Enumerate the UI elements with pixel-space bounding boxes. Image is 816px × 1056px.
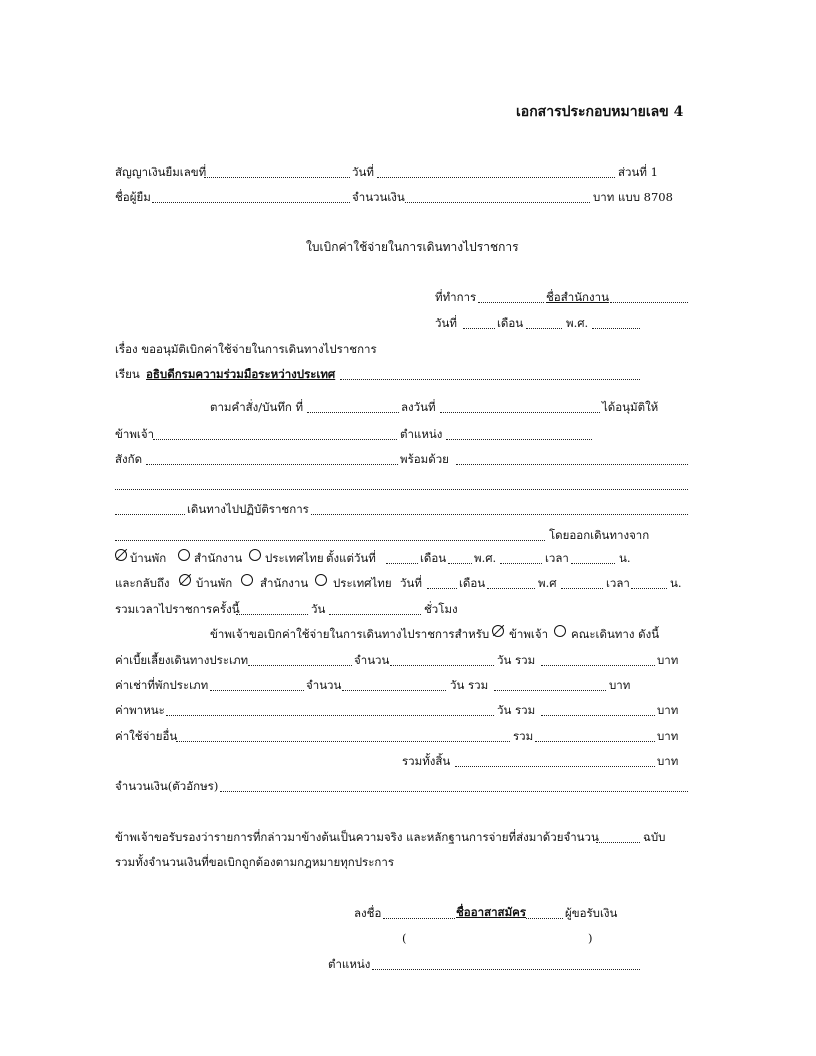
depart-year-field[interactable]	[500, 563, 542, 564]
name-open-paren: (	[402, 931, 407, 945]
vehicle-baht: บาท	[657, 703, 679, 717]
return-office-label: สำนักงาน	[260, 576, 309, 590]
return-time-label: เวลา	[606, 576, 630, 590]
depart-office-label: สำนักงาน	[194, 551, 243, 565]
lodging-days-field[interactable]	[342, 690, 446, 691]
return-home-radio-checked[interactable]	[179, 574, 191, 586]
allowance-day-total-label: วัน รวม	[497, 653, 536, 667]
travel-prefix-field[interactable]	[115, 514, 185, 515]
baht-form-label: บาท แบบ 8708	[593, 190, 673, 204]
return-label: และกลับถึง	[115, 576, 170, 590]
order-label: ตามคำสั่ง/บันทึก ที่	[210, 400, 304, 414]
grand-total-field[interactable]	[455, 766, 655, 767]
allowance-amount-label: จำนวน	[354, 653, 390, 667]
with-field[interactable]	[456, 464, 688, 465]
depart-time-unit: น.	[619, 551, 631, 565]
depart-from-label: โดยออกเดินทางจาก	[549, 528, 650, 542]
total-days-field[interactable]	[236, 614, 308, 615]
copies-label: ฉบับ	[643, 830, 666, 844]
contract-number-field[interactable]	[204, 177, 350, 178]
allowance-days-field[interactable]	[390, 665, 494, 666]
office-year-field[interactable]	[592, 328, 640, 329]
lodging-day-total-label: วัน รวม	[450, 678, 489, 692]
sign-label: ลงชื่อ	[354, 906, 382, 920]
other-field[interactable]	[176, 741, 510, 742]
name-field[interactable]	[153, 439, 397, 440]
travel-field[interactable]	[311, 514, 688, 515]
depart-time-label: เวลา	[545, 551, 569, 565]
lodging-label: ค่าเช่าที่พักประเภท	[115, 678, 209, 692]
vehicle-field[interactable]	[166, 715, 494, 716]
with-label: พร้อมด้วย	[400, 452, 449, 466]
recipient-label: ผู้ขอรับเงิน	[565, 906, 618, 920]
copies-field[interactable]	[596, 842, 640, 843]
order-date-field[interactable]	[440, 412, 600, 413]
depart-day-field[interactable]	[386, 563, 418, 564]
total-time-label: รวมเวลาไปราชการครั้งนี้	[115, 602, 240, 616]
contract-number-label: สัญญาเงินยืมเลขที่	[115, 165, 207, 179]
affiliation-label: สังกัด	[115, 452, 143, 466]
allowance-type-field[interactable]	[248, 665, 352, 666]
other-label: ค่าใช้จ่ายอื่น	[115, 729, 178, 743]
office-day-field[interactable]	[463, 328, 495, 329]
office-month-label: เดือน	[497, 316, 524, 330]
companions-field[interactable]	[115, 489, 688, 490]
request-label: ข้าพเจ้าขอเบิกค่าใช้จ่ายในการเดินทางไปราชการสำหรับ	[210, 627, 490, 641]
return-time-field[interactable]	[631, 588, 667, 589]
allowance-label: ค่าเบี้ยเลี้ยงเดินทางประเภท	[115, 653, 249, 667]
total-hours-unit: ชั่วโมง	[424, 602, 458, 616]
group-radio[interactable]	[554, 625, 566, 637]
depart-month-label: เดือน	[420, 551, 447, 565]
to-field[interactable]	[340, 379, 640, 380]
loan-amount-field[interactable]	[405, 202, 590, 203]
signer-position-label: ตำแหน่ง	[328, 957, 371, 971]
return-thailand-radio[interactable]	[315, 574, 327, 586]
return-time-unit: น.	[670, 576, 682, 590]
office-name: ชื่อสำนักงาน	[546, 290, 609, 304]
to-label: เรียน	[115, 367, 140, 381]
borrower-label: ชื่อผู้ยืม	[115, 190, 151, 204]
approved-label: ได้อนุมัติให้	[602, 400, 659, 414]
affiliation-field[interactable]	[146, 464, 398, 465]
home-radio-checked[interactable]	[115, 549, 127, 561]
lodging-total-field[interactable]	[494, 690, 606, 691]
return-day-field[interactable]	[427, 588, 457, 589]
volunteer-name: ชื่ออาสาสมัคร	[456, 905, 527, 919]
office-date-label: วันที่	[435, 316, 457, 330]
vehicle-total-field[interactable]	[541, 715, 655, 716]
lodging-amount-label: จำนวน	[306, 678, 342, 692]
certify-line-2: รวมทั้งจำนวนเงินที่ขอเบิกถูกต้องตามกฎหมายทุกประการ	[115, 855, 394, 869]
depart-year-label: พ.ศ.	[474, 551, 497, 565]
form-title: ใบเบิกค่าใช้จ่ายในการเดินทางไปราชการ	[306, 240, 519, 254]
contract-date-field[interactable]	[377, 177, 615, 178]
workplace-field[interactable]	[478, 302, 544, 303]
return-year-label: พ.ศ	[538, 576, 557, 590]
position-field[interactable]	[446, 439, 592, 440]
document-number: เอกสารประกอบหมายเลข 4	[516, 104, 684, 120]
certify-line-1: ข้าพเจ้าขอรับรองว่ารายการที่กล่าวมาข้างต้นเป็นความจริง และหลักฐานการจ่ายที่ส่งมาด้วยจำนวน	[115, 830, 599, 844]
depart-thailand-label: ประเทศไทย	[265, 551, 324, 565]
lodging-type-field[interactable]	[210, 690, 304, 691]
return-month-label: เดือน	[459, 576, 486, 590]
travel-detail-field[interactable]	[115, 540, 545, 541]
office-radio[interactable]	[178, 549, 190, 561]
subject-line: เรื่อง ขออนุมัติเบิกค่าใช้จ่ายในการเดินทางไปราชการ	[115, 342, 377, 356]
allowance-total-field[interactable]	[541, 665, 655, 666]
depart-month-field[interactable]	[448, 563, 472, 564]
lodging-baht: บาท	[609, 678, 631, 692]
position-label: ตำแหน่ง	[400, 427, 443, 441]
contract-date-label: วันที่	[352, 165, 374, 179]
group-option-label: คณะเดินทาง ดังนี้	[571, 627, 660, 641]
borrower-field[interactable]	[152, 202, 350, 203]
workplace-label: ที่ทำการ	[435, 290, 477, 304]
travel-label: เดินทางไปปฏิบัติราชการ	[187, 502, 309, 516]
since-date-label: ตั้งแต่วันที่	[326, 551, 376, 565]
self-option-label: ข้าพเจ้า	[509, 627, 549, 641]
office-field[interactable]	[610, 302, 688, 303]
thailand-radio[interactable]	[249, 549, 261, 561]
return-date-label: วันที่	[400, 576, 422, 590]
part-label: ส่วนที่ 1	[618, 165, 658, 179]
amount-words-label: จำนวนเงิน(ตัวอักษร)	[115, 779, 219, 793]
depart-home-label: บ้านพัก	[130, 551, 167, 565]
office-month-field[interactable]	[526, 328, 562, 329]
order-number-field[interactable]	[307, 412, 399, 413]
i-label: ข้าพเจ้า	[115, 427, 155, 441]
total-days-unit: วัน	[311, 602, 326, 616]
name-close-paren: )	[588, 931, 593, 945]
return-thailand-label: ประเทศไทย	[333, 576, 392, 590]
self-radio-checked[interactable]	[492, 625, 504, 637]
return-year-field[interactable]	[561, 588, 603, 589]
grand-total-label: รวมทั้งสิ้น	[402, 754, 451, 768]
order-dated-label: ลงวันที่	[401, 400, 436, 414]
return-office-radio[interactable]	[241, 574, 253, 586]
return-month-field[interactable]	[487, 588, 535, 589]
other-total-label: รวม	[513, 729, 534, 743]
total-hours-field[interactable]	[329, 614, 421, 615]
amount-words-field[interactable]	[220, 791, 688, 792]
vehicle-day-total-label: วัน รวม	[497, 703, 536, 717]
other-total-field[interactable]	[535, 741, 655, 742]
allowance-baht: บาท	[657, 653, 679, 667]
vehicle-label: ค่าพาหนะ	[115, 703, 165, 717]
loan-amount-label: จำนวนเงิน	[352, 190, 405, 204]
return-home-label: บ้านพัก	[196, 576, 233, 590]
office-year-label: พ.ศ.	[566, 316, 589, 330]
to-value: อธิบดีกรมความร่วมมือระหว่างประเทศ	[146, 367, 336, 381]
depart-time-field[interactable]	[571, 563, 615, 564]
grand-total-baht: บาท	[657, 754, 679, 768]
other-baht: บาท	[657, 729, 679, 743]
signer-position-field[interactable]	[372, 969, 640, 970]
